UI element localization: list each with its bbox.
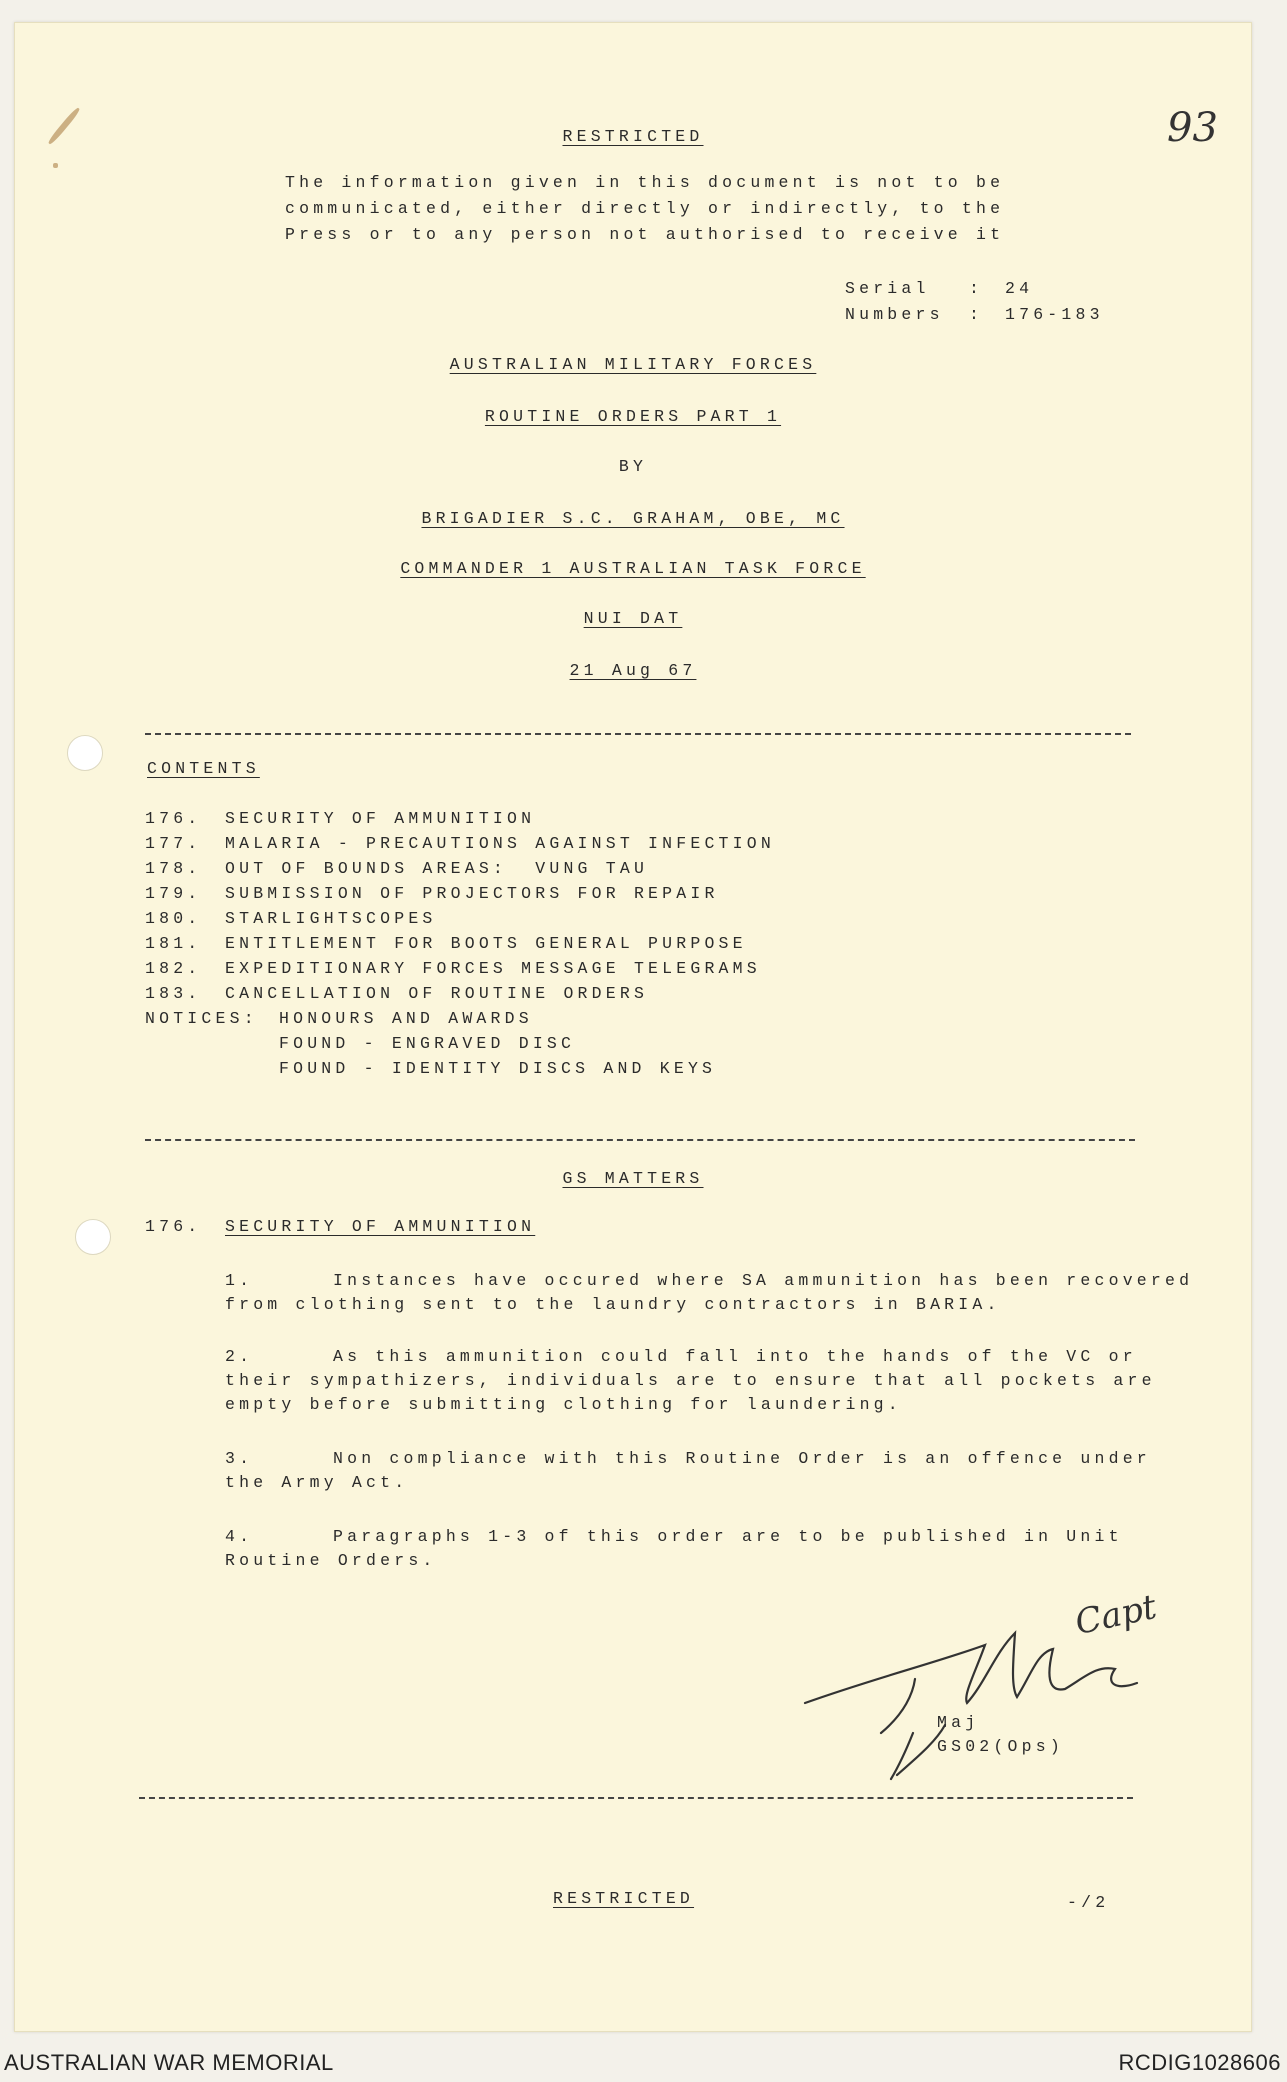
punch-hole xyxy=(75,1219,111,1255)
signatory-rank: Maj xyxy=(937,1713,980,1732)
contents-item-number: 183. xyxy=(145,984,202,1003)
notices-label: NOTICES: xyxy=(145,1009,258,1028)
paragraph-number: 1. xyxy=(225,1271,254,1290)
contents-item-number: 177. xyxy=(145,834,202,853)
numbers-value: 176-183 xyxy=(1005,305,1104,324)
serial-colon: : xyxy=(969,279,984,298)
paragraph-text: the Army Act. xyxy=(225,1473,409,1492)
paragraph-text: Routine Orders. xyxy=(225,1551,437,1570)
paragraph-text: Instances have occured where SA ammunition has been recovered xyxy=(333,1271,1194,1290)
location: NUI DAT xyxy=(583,609,683,628)
paragraph-text: empty before submitting clothing for laundering. xyxy=(225,1395,902,1414)
contents-item-number: 182. xyxy=(145,959,202,978)
contents-heading: CONTENTS xyxy=(147,759,260,778)
contents-item-title: SUBMISSION OF PROJECTORS FOR REPAIR xyxy=(225,884,719,903)
divider-rule xyxy=(145,733,1131,735)
divider-rule xyxy=(145,1139,1135,1141)
contents-item-number: 180. xyxy=(145,909,202,928)
paragraph-text: Paragraphs 1-3 of this order are to be published in Unit xyxy=(333,1527,1123,1546)
contents-item-title: EXPEDITIONARY FORCES MESSAGE TELEGRAMS xyxy=(225,959,761,978)
security-marking-top: RESTRICTED xyxy=(562,127,704,146)
gs-matters-heading: GS MATTERS xyxy=(562,1169,704,1188)
notice-item: FOUND - IDENTITY DISCS AND KEYS xyxy=(279,1059,717,1078)
archive-institution: AUSTRALIAN WAR MEMORIAL xyxy=(4,2050,334,2075)
notice-line: Press or to any person not authorised to receive it xyxy=(285,225,1005,244)
numbers-colon: : xyxy=(969,305,984,324)
paragraph-text: from clothing sent to the laundry contractors in BARIA. xyxy=(225,1295,1001,1314)
contents-item-title: CANCELLATION OF ROUTINE ORDERS xyxy=(225,984,649,1003)
notice-item: HONOURS AND AWARDS xyxy=(279,1009,533,1028)
notice-item: FOUND - ENGRAVED DISC xyxy=(279,1034,576,1053)
serial-value: 24 xyxy=(1005,279,1034,298)
contents-item-title: SECURITY OF AMMUNITION xyxy=(225,809,536,828)
divider-rule xyxy=(139,1797,1133,1799)
order-date: 21 Aug 67 xyxy=(569,661,697,680)
paragraph-number: 3. xyxy=(225,1449,254,1468)
serial-label: Serial xyxy=(845,279,930,298)
order-number: 176. xyxy=(145,1217,202,1236)
contents-item-number: 178. xyxy=(145,859,202,878)
contents-item-title: ENTITLEMENT FOR BOOTS GENERAL PURPOSE xyxy=(225,934,747,953)
order-title: SECURITY OF AMMUNITION xyxy=(225,1217,536,1236)
command-title: COMMANDER 1 AUSTRALIAN TASK FORCE xyxy=(400,559,866,578)
notice-line: communicated, either directly or indirectly, to the xyxy=(285,199,1005,218)
next-page-indicator: -/2 xyxy=(1067,1893,1110,1912)
contents-item-title: OUT OF BOUNDS AREAS: VUNG TAU xyxy=(225,859,649,878)
security-marking-bottom: RESTRICTED xyxy=(553,1889,695,1908)
numbers-label: Numbers xyxy=(845,305,944,324)
contents-item-number: 176. xyxy=(145,809,202,828)
contents-item-number: 179. xyxy=(145,884,202,903)
punch-hole xyxy=(67,735,103,771)
paragraph-number: 2. xyxy=(225,1347,254,1366)
paragraph-number: 4. xyxy=(225,1527,254,1546)
handwritten-rank: Capt xyxy=(1071,1586,1160,1644)
handwritten-page-number: 93 xyxy=(1167,105,1218,151)
stain-mark xyxy=(53,163,58,168)
paragraph-text: Non compliance with this Routine Order is an offence under xyxy=(333,1449,1151,1468)
contents-item-number: 181. xyxy=(145,934,202,953)
by-line: BY xyxy=(618,457,648,476)
issuing-officer: BRIGADIER S.C. GRAHAM, OBE, MC xyxy=(421,509,845,528)
notice-line: The information given in this document is not to be xyxy=(285,173,1005,192)
orders-title: ROUTINE ORDERS PART 1 xyxy=(484,407,782,426)
contents-item-title: MALARIA - PRECAUTIONS AGAINST INFECTION xyxy=(225,834,775,853)
paragraph-text: their sympathizers, individuals are to ensure that all pockets are xyxy=(225,1371,1156,1390)
archive-reference: RCDIG1028606 xyxy=(1118,2050,1281,2075)
force-title: AUSTRALIAN MILITARY FORCES xyxy=(449,355,817,374)
document-page xyxy=(14,22,1252,2032)
signatory-appointment: GS02(Ops) xyxy=(937,1737,1064,1756)
contents-item-title: STARLIGHTSCOPES xyxy=(225,909,437,928)
paragraph-text: As this ammunition could fall into the hands of the VC or xyxy=(333,1347,1137,1366)
